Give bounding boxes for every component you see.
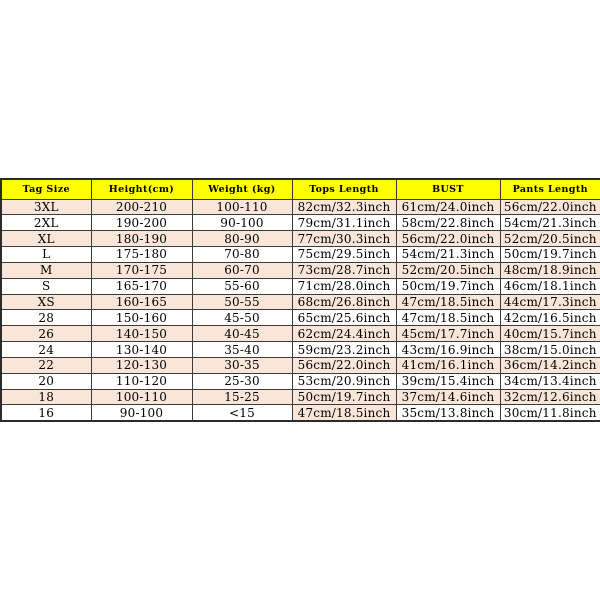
table-cell: 30-35	[192, 357, 292, 373]
row-size-label: L	[1, 247, 91, 263]
table-cell: 58cm/22.8inch	[396, 215, 500, 231]
table-cell: 175-180	[91, 247, 192, 263]
table-cell: 37cm/14.6inch	[396, 389, 500, 405]
table-cell: 48cm/18.9inch	[500, 262, 600, 278]
table-cell: 61cm/24.0inch	[396, 199, 500, 215]
table-cell: 200-210	[91, 199, 192, 215]
table-cell: 80-90	[192, 231, 292, 247]
table-cell: 56cm/22.0inch	[396, 231, 500, 247]
table-cell: 43cm/16.9inch	[396, 342, 500, 358]
table-cell: 54cm/21.3inch	[396, 247, 500, 263]
table-cell: 35cm/13.8inch	[396, 405, 500, 421]
table-cell: 70-80	[192, 247, 292, 263]
table-cell: 25-30	[192, 373, 292, 389]
table-cell: 47cm/18.5inch	[396, 310, 500, 326]
table-cell: 68cm/26.8inch	[292, 294, 396, 310]
size-chart-table	[0, 178, 600, 422]
table-cell: 71cm/28.0inch	[292, 278, 396, 294]
table-row	[1, 231, 600, 247]
row-size-label: 26	[1, 326, 91, 342]
table-cell: 52cm/20.5inch	[500, 231, 600, 247]
table-cell: 47cm/18.5inch	[396, 294, 500, 310]
column-header-height: Height(cm)	[91, 179, 192, 199]
table-cell: 36cm/14.2inch	[500, 357, 600, 373]
table-cell: 75cm/29.5inch	[292, 247, 396, 263]
table-cell: 45cm/17.7inch	[396, 326, 500, 342]
row-size-label: M	[1, 262, 91, 278]
row-size-label: 22	[1, 357, 91, 373]
row-size-label: 3XL	[1, 199, 91, 215]
table-cell: 50cm/19.7inch	[500, 247, 600, 263]
header-row	[1, 179, 600, 199]
table-row	[1, 262, 600, 278]
table-cell: 79cm/31.1inch	[292, 215, 396, 231]
table-cell: 50-55	[192, 294, 292, 310]
table-cell: 44cm/17.3inch	[500, 294, 600, 310]
column-header-weight: Weight (kg)	[192, 179, 292, 199]
table-row	[1, 357, 600, 373]
table-cell: 15-25	[192, 389, 292, 405]
table-cell: 130-140	[91, 342, 192, 358]
table-cell: 62cm/24.4inch	[292, 326, 396, 342]
table-cell: 38cm/15.0inch	[500, 342, 600, 358]
table-cell: 47cm/18.5inch	[292, 405, 396, 421]
row-size-label: 20	[1, 373, 91, 389]
row-size-label: XL	[1, 231, 91, 247]
table-cell: 180-190	[91, 231, 192, 247]
row-size-label: 16	[1, 405, 91, 421]
table-cell: 77cm/30.3inch	[292, 231, 396, 247]
row-size-label: 2XL	[1, 215, 91, 231]
table-cell: 190-200	[91, 215, 192, 231]
column-header-bust: BUST	[396, 179, 500, 199]
row-size-label: 18	[1, 389, 91, 405]
row-size-label: 28	[1, 310, 91, 326]
size-chart-header	[1, 179, 600, 199]
table-cell: 32cm/12.6inch	[500, 389, 600, 405]
table-row	[1, 326, 600, 342]
column-header-tops-length: Tops Length	[292, 179, 396, 199]
table-row	[1, 247, 600, 263]
column-header-pants-length: Pants Length	[500, 179, 600, 199]
table-cell: 56cm/22.0inch	[500, 199, 600, 215]
table-row	[1, 294, 600, 310]
table-cell: 165-170	[91, 278, 192, 294]
table-cell: 40cm/15.7inch	[500, 326, 600, 342]
table-row	[1, 389, 600, 405]
table-cell: 40-45	[192, 326, 292, 342]
table-cell: 110-120	[91, 373, 192, 389]
table-cell: 56cm/22.0inch	[292, 357, 396, 373]
row-size-label: S	[1, 278, 91, 294]
table-row	[1, 342, 600, 358]
table-cell: 54cm/21.3inch	[500, 215, 600, 231]
table-cell: 35-40	[192, 342, 292, 358]
table-cell: 39cm/15.4inch	[396, 373, 500, 389]
table-cell: 42cm/16.5inch	[500, 310, 600, 326]
table-row	[1, 310, 600, 326]
table-cell: 100-110	[192, 199, 292, 215]
table-cell: 41cm/16.1inch	[396, 357, 500, 373]
column-header-tag-size: Tag Size	[1, 179, 91, 199]
table-row	[1, 373, 600, 389]
table-row	[1, 405, 600, 421]
table-cell: 53cm/20.9inch	[292, 373, 396, 389]
table-cell: 73cm/28.7inch	[292, 262, 396, 278]
table-cell: 65cm/25.6inch	[292, 310, 396, 326]
row-size-label: 24	[1, 342, 91, 358]
table-row	[1, 278, 600, 294]
row-size-label: XS	[1, 294, 91, 310]
table-cell: 60-70	[192, 262, 292, 278]
table-row	[1, 215, 600, 231]
table-cell: 50cm/19.7inch	[396, 278, 500, 294]
size-chart-body	[1, 199, 600, 421]
table-cell: <15	[192, 405, 292, 421]
table-cell: 160-165	[91, 294, 192, 310]
table-cell: 34cm/13.4inch	[500, 373, 600, 389]
table-cell: 100-110	[91, 389, 192, 405]
table-cell: 59cm/23.2inch	[292, 342, 396, 358]
table-cell: 170-175	[91, 262, 192, 278]
table-cell: 46cm/18.1inch	[500, 278, 600, 294]
table-row	[1, 199, 600, 215]
table-cell: 120-130	[91, 357, 192, 373]
table-cell: 52cm/20.5inch	[396, 262, 500, 278]
table-cell: 140-150	[91, 326, 192, 342]
table-cell: 150-160	[91, 310, 192, 326]
table-cell: 82cm/32.3inch	[292, 199, 396, 215]
table-cell: 90-100	[91, 405, 192, 421]
table-cell: 45-50	[192, 310, 292, 326]
table-cell: 90-100	[192, 215, 292, 231]
table-cell: 55-60	[192, 278, 292, 294]
table-cell: 30cm/11.8inch	[500, 405, 600, 421]
table-cell: 50cm/19.7inch	[292, 389, 396, 405]
